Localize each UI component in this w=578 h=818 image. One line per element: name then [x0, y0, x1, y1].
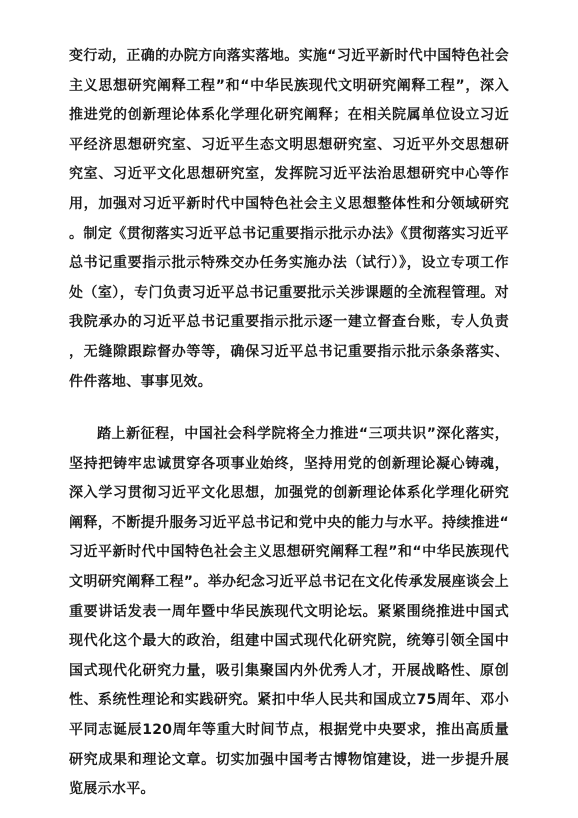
body-paragraph-1: 变行动，正确的办院方向落实落地。实施“习近平新时代中国特色社会主义思想研究阐释工程”和“中华民族现代文明研究阐释工程”，深入推进党的创新理论体系化学理化研究阐释；在相关院属单位设立习近平经济思想研究室、习近平生态文明思想研究室、习近平外交思想研究室、习近平文化思想研究室，发挥院习近平法治思想研究中心等作用，加强对习近平新时代中国特色社会主义思想整体性和分领域研究。制定《贯彻落实习近平总书记重要指示批示办法》《贯彻落实习近平总书记重要指示批示特殊交办任务实施办法（试行）》，设立专项工作处（室），专门负责习近平总书记重要批示关涉课题的全流程管理。对我院承办的习近平总书记重要指示批示逐一建立督查台账，专人负责，无缝隙跟踪督办等等，确保习近平总书记重要指示批示条条落实、件件落地、事事见效。	[69, 48, 509, 390]
body-paragraph-2: 踏上新征程，中国社会科学院将全力推进“三项共识”深化落实，坚持把铸牢忠诚贯穿各项事业始终，坚持用党的创新理论凝心铸魂，深入学习贯彻习近平文化思想，加强党的创新理论体系化学理化研究阐释，不断提升服务习近平总书记和党中央的能力与水平。持续推进“习近平新时代中国特色社会主义思想研究阐释工程”和“中华民族现代文明研究阐释工程”。举办纪念习近平总书记在文化传承发展座谈会上重要讲话发表一周年暨中华民族现代文明论坛。紧紧围绕推进中国式现代化这个最大的政治，组建中国式现代化研究院，统筹引领全国中国式现代化研究力量，吸引集聚国内外优秀人才，开展战略性、原创性、系统性理论和实践研究。紧扣中华人民共和国成立75周年、邓小平同志诞辰120周年等重大时间节点，根据党中央要求，推出高质量研究成果和理论文章。切实加强中国考古博物馆建设，进一步提升展览展示水平。	[69, 426, 509, 798]
